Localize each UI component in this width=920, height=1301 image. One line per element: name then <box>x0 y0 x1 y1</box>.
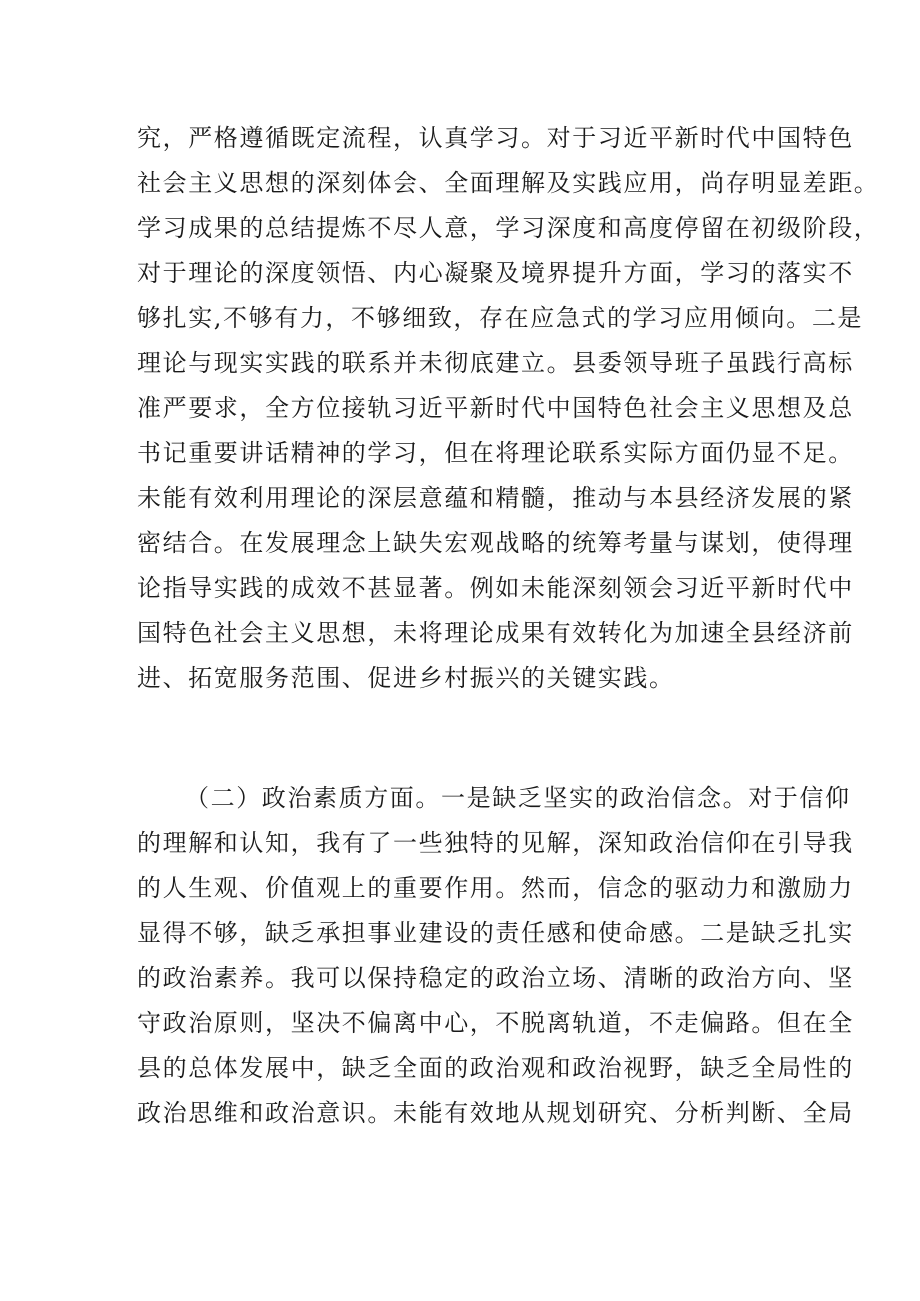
paragraph-line: 准严要求，全方位接轨习近平新时代中国特色社会主义思想及总 <box>137 394 854 422</box>
paragraph-line: 论指导实践的成效不甚显著。例如未能深刻领会习近平新时代中 <box>137 574 854 602</box>
paragraph-line: 显得不够，缺乏承担事业建设的责任感和使命感。二是缺乏扎实 <box>137 919 854 947</box>
paragraph-line: 进、拓宽服务范围、促进乡村振兴的关键实践。 <box>137 664 675 692</box>
paragraph-line: 县的总体发展中，缺乏全面的政治观和政治视野，缺乏全局性的 <box>137 1054 854 1082</box>
paragraph-line: 国特色社会主义思想，未将理论成果有效转化为加速全县经济前 <box>137 619 854 647</box>
paragraph-line: 对于理论的深度领悟、内心凝聚及境界提升方面，学习的落实不 <box>137 259 854 287</box>
paragraph-line: （二）政治素质方面。一是缺乏坚实的政治信念。对于信仰 <box>185 784 851 812</box>
paragraph-line: 理论与现实实践的联系并未彻底建立。县委领导班子虽践行高标 <box>137 349 854 377</box>
paragraph-line: 的理解和认知，我有了一些独特的见解，深知政治信仰在引导我 <box>137 829 854 857</box>
paragraph-line: 究，严格遵循既定流程，认真学习。对于习近平新时代中国特色 <box>137 124 854 152</box>
paragraph-line: 的人生观、价值观上的重要作用。然而，信念的驱动力和激励力 <box>137 874 854 902</box>
paragraph-line: 学习成果的总结提炼不尽人意，学习深度和高度停留在初级阶段， <box>137 214 880 242</box>
paragraph-line: 书记重要讲话精神的学习，但在将理论联系实际方面仍显不足。 <box>137 439 854 467</box>
paragraph-line: 政治思维和政治意识。未能有效地从规划研究、分析判断、全局 <box>137 1099 854 1127</box>
paragraph-line: 的政治素养。我可以保持稳定的政治立场、清晰的政治方向、坚 <box>137 964 854 992</box>
paragraph-line: 密结合。在发展理念上缺失宏观战略的统筹考量与谋划，使得理 <box>137 529 854 557</box>
paragraph-line: 守政治原则，坚决不偏离中心，不脱离轨道，不走偏路。但在全 <box>137 1009 854 1037</box>
paragraph-line: 社会主义思想的深刻体会、全面理解及实践应用，尚存明显差距。 <box>137 169 880 197</box>
paragraph-line: 够扎实,不够有力，不够细致，存在应急式的学习应用倾向。二是 <box>137 304 864 332</box>
paragraph-line: 未能有效利用理论的深层意蕴和精髓，推动与本县经济发展的紧 <box>137 484 854 512</box>
